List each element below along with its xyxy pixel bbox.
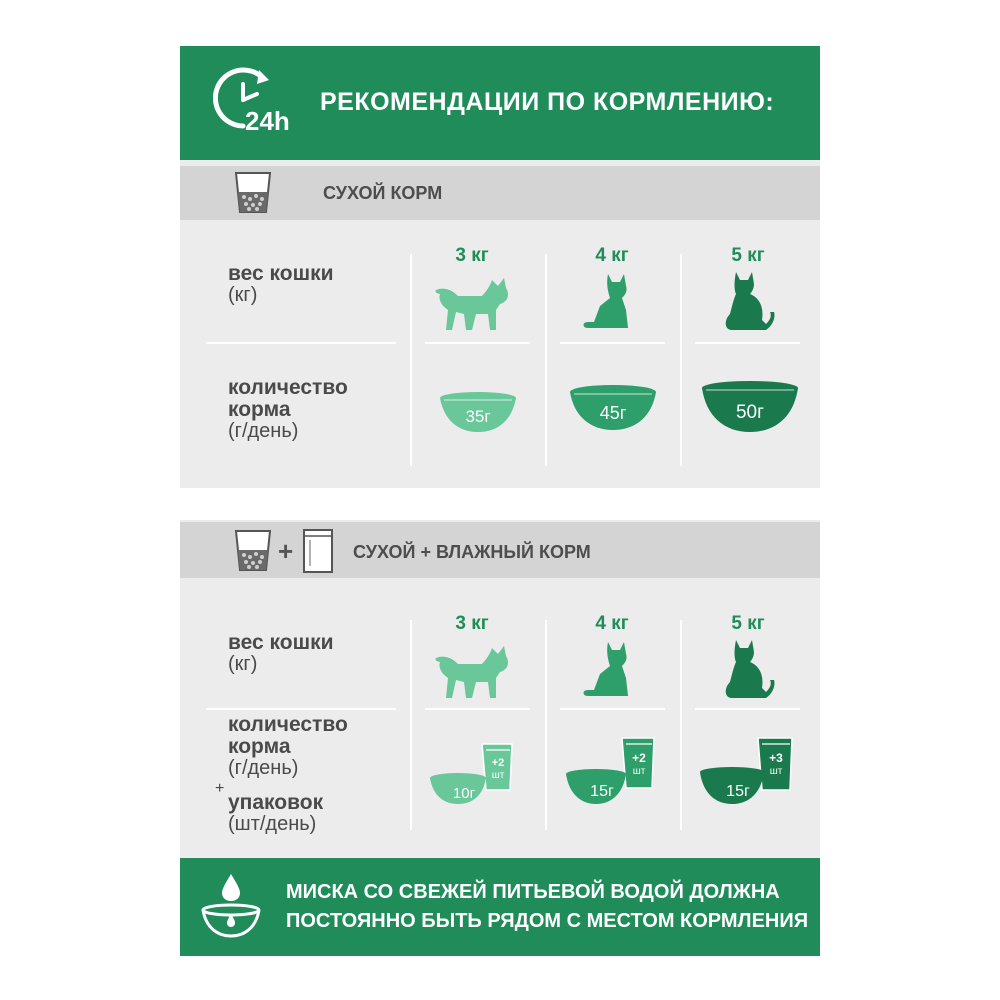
column-divider xyxy=(545,620,547,830)
bowl-35g xyxy=(438,390,518,436)
bowl-45g xyxy=(568,384,658,434)
svg-text:+3: +3 xyxy=(769,751,783,765)
svg-text:15г: 15г xyxy=(726,783,750,800)
column-divider xyxy=(410,254,412,466)
svg-text:+2: +2 xyxy=(632,751,646,765)
dry-section-label: СУХОЙ КОРМ xyxy=(323,183,443,203)
dry-weight-5kg: 5 кг xyxy=(731,245,765,266)
dry-food-glass-icon xyxy=(232,528,274,574)
mixed-weight-3kg: 3 кг xyxy=(455,613,489,634)
mixed-section-label: СУХОЙ + ВЛАЖНЫЙ КОРМ xyxy=(353,542,591,562)
row-divider xyxy=(206,708,396,710)
bowl-pouch-10g xyxy=(428,740,524,808)
row-divider xyxy=(695,342,800,344)
wet-food-pouch-icon xyxy=(300,526,336,576)
kitten-icon xyxy=(430,640,514,702)
column-divider xyxy=(410,620,412,830)
svg-text:+2: +2 xyxy=(491,757,505,769)
adult-cat-icon xyxy=(720,636,776,702)
row-divider xyxy=(560,708,665,710)
svg-text:шт: шт xyxy=(769,766,783,777)
dry-food-glass-icon xyxy=(232,170,274,216)
row-divider xyxy=(695,708,800,710)
plus-sign: + xyxy=(278,536,294,566)
adult-cat-icon xyxy=(720,268,776,334)
svg-text:15г: 15г xyxy=(590,783,614,800)
bowl-pouch-15g-large xyxy=(698,734,808,808)
mixed-weight-5kg: 5 кг xyxy=(731,613,765,634)
svg-text:50г: 50г xyxy=(735,402,765,423)
mixed-amount-label: количество корма (г/день) xyxy=(228,713,348,779)
footer-message: МИСКА СО СВЕЖЕЙ ПИТЬЕВОЙ ВОДОЙ ДОЛЖНА ПОСТОЯННО БЫТЬ РЯДОМ С МЕСТОМ КОРМЛЕНИЯ xyxy=(286,881,809,932)
svg-text:шт: шт xyxy=(632,766,646,777)
dry-weight-3kg: 3 кг xyxy=(455,245,489,266)
column-divider xyxy=(680,620,682,830)
mixed-weight-4kg: 4 кг xyxy=(595,613,629,634)
row-divider xyxy=(425,708,530,710)
svg-text:35г: 35г xyxy=(465,407,491,426)
packs-plus-sign: + xyxy=(215,780,225,797)
page-title: РЕКОМЕНДАЦИИ ПО КОРМЛЕНИЮ: xyxy=(320,88,775,116)
row-divider xyxy=(425,342,530,344)
row-divider xyxy=(560,342,665,344)
mixed-packs-label: упаковок (шт/день) xyxy=(228,791,324,835)
water-bowl-icon xyxy=(200,872,262,942)
young-cat-icon xyxy=(580,270,640,332)
column-divider xyxy=(545,254,547,466)
kitten-icon xyxy=(430,272,514,334)
clock-24h-icon xyxy=(213,64,303,136)
bowl-50g xyxy=(700,380,800,436)
mixed-weight-label: вес кошки (кг) xyxy=(228,631,334,675)
column-divider xyxy=(680,254,682,466)
dry-section-header xyxy=(180,166,820,220)
row-divider xyxy=(206,342,396,344)
young-cat-icon xyxy=(580,638,640,700)
svg-text:шт: шт xyxy=(491,770,505,781)
dry-amount-label: количество корма (г/день) xyxy=(228,376,348,442)
svg-text:10г: 10г xyxy=(452,785,476,802)
dry-weight-label: вес кошки (кг) xyxy=(228,262,334,306)
svg-text:45г: 45г xyxy=(599,403,627,423)
dry-weight-4kg: 4 кг xyxy=(595,245,629,266)
bowl-pouch-15g xyxy=(564,734,664,808)
clock-label: 24h xyxy=(245,106,290,136)
